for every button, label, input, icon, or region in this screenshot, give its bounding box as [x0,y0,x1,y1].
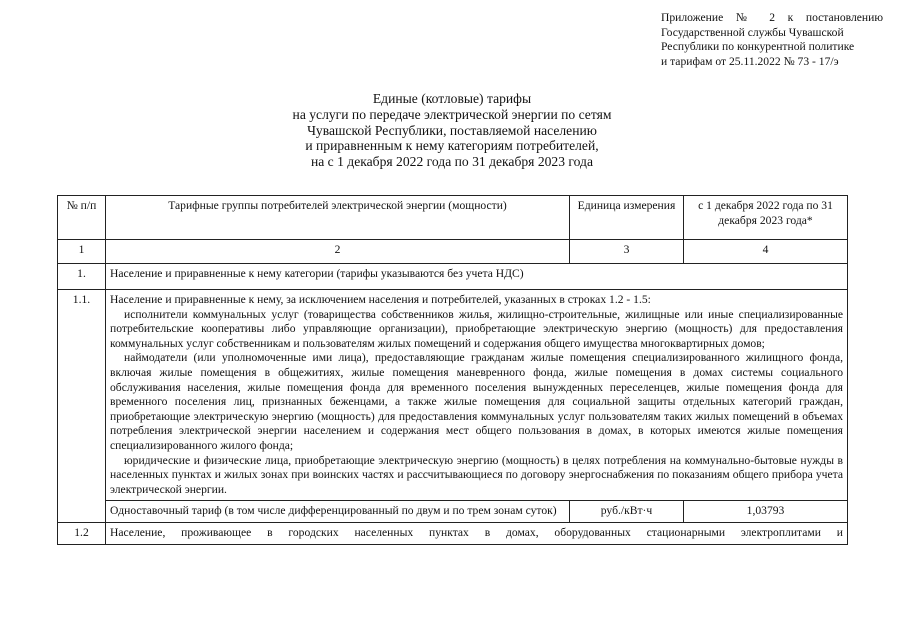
title-line: Чувашской Республики, поставляемой населению [307,122,597,138]
row-paragraph: исполнители коммунальных услуг (товарищества собственников жилья, жилищно-строительные, жилищные или иные специализированные потребительские кооперативы либо управляющие организации), приобретающие электрическую энергию (мощность) для предоставления коммунальных услуг собственникам и пользователям жилых помещений и содержания общего имущества многоквартирных домов; [110,307,843,350]
title-line: и приравненным к нему категориям потребителей, [305,138,599,154]
row-description [106,290,848,501]
header-num: № п/п [58,196,106,240]
table-row [58,522,848,544]
row-text: Население и приравненные к нему категории (тарифы указываются без учета НДС) [106,264,848,290]
row-num: 1.2 [58,522,106,544]
header-group: Тарифные группы потребителей электрической энергии (мощности) [106,196,570,240]
column-number-row [58,240,848,264]
title-line: Единые (котловые) тарифы [372,91,532,106]
tariff-unit: руб./кВт·ч [570,501,684,523]
table-row [58,264,848,290]
row-num: 1. [58,264,106,290]
appendix-line: Государственной службы Чувашской [661,25,844,39]
header-period: с 1 декабря 2022 года по 31 декабря 2023 года* [684,196,848,240]
title-line: на услуги по передаче электрической энергии по сетям [292,106,612,122]
table-row [58,290,848,501]
row-paragraph: наймодатели (или уполномоченные ими лица), предоставляющие гражданам жилые помещения специализированного жилищного фонда, включая жилые помещения в общежитиях, жилые помещения маневренного фонда, жилые помещения в домах системы социального обслуживания населения, жилые помещения фонда для временного поселения вынужденных переселенцев, жилые помещения фонда для временного поселения лиц, признанных беженцами, а также жилые помещения для социальной защиты отдельных категорий граждан, приобретающие электрическую энергию (мощность) для предоставления коммунальных услуг пользователям таких жилых помещений в объемах потребления электрической энергии населением и содержания мест общего пользования в домах, в которых имеются жилые помещения специализированного жилого фонда; [110,351,843,452]
appendix-line: и тарифам от 25.11.2022 № 73 - 17/э [661,54,839,68]
appendix-line: Республики по конкурентной политике [661,40,855,54]
column-number: 3 [570,240,684,264]
appendix-line: Приложение № 2 к постановлению [661,11,883,24]
table-row [58,501,848,523]
column-number: 2 [106,240,570,264]
table-header-row [58,196,848,240]
title-line: на с 1 декабря 2022 года по 31 декабря 2023 года [310,154,594,170]
tariff-label: Одноставочный тариф (в том числе дифференцированный по двум и по трем зонам суток) [106,501,570,523]
column-number: 1 [58,240,106,264]
row-paragraph: юридические и физические лица, приобретающие электрическую энергию (мощность) в целях потребления на коммунально-бытовые нужды в населенных пунктах и жилых зонах при воинских частях и рассчитывающиеся по договору энергоснабжения по показаниям общего прибора учета электрической энергии. [110,453,843,496]
row-intro: Население и приравненные к нему, за исключением населения и потребителей, указанных в строках 1.2 - 1.5: [110,293,651,306]
column-number: 4 [684,240,848,264]
row-num: 1.1. [58,290,106,523]
row-text: Население, проживающее в городских населенных пунктах в домах, оборудованных стационарными электроплитами и [106,522,848,544]
appendix-note [661,11,883,69]
tariff-table [57,195,848,545]
document-title [120,91,784,170]
header-unit: Единица измерения [570,196,684,240]
tariff-value: 1,03793 [684,501,848,523]
